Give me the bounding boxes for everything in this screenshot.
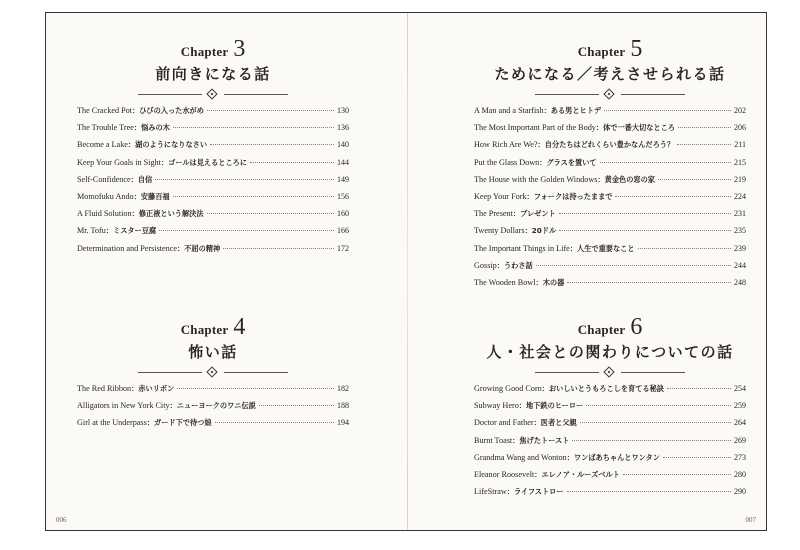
entry-page-number: 166 bbox=[337, 226, 349, 236]
entry-page-number: 254 bbox=[734, 384, 746, 393]
entry-separator: ： bbox=[177, 243, 185, 253]
dot-leader bbox=[638, 248, 731, 249]
entry-page-number: 182 bbox=[337, 384, 349, 393]
toc-list bbox=[77, 106, 349, 261]
entry-page-number: 160 bbox=[337, 209, 349, 219]
divider-ornament bbox=[138, 367, 288, 379]
entry-separator: ： bbox=[133, 123, 142, 133]
entry-page-number: 280 bbox=[734, 469, 746, 479]
toc-entry bbox=[474, 261, 746, 278]
entry-separator: ： bbox=[535, 277, 543, 287]
entry-page-number: 149 bbox=[337, 174, 349, 184]
entry-separator: ： bbox=[569, 243, 578, 253]
entry-page-number: 248 bbox=[734, 277, 746, 287]
toc-entry bbox=[474, 436, 746, 453]
toc-entry bbox=[474, 487, 746, 504]
chapter-heading bbox=[77, 315, 349, 339]
dot-leader bbox=[223, 248, 334, 249]
dot-leader bbox=[207, 213, 334, 214]
toc-entry bbox=[474, 158, 746, 175]
dot-leader bbox=[559, 213, 731, 214]
entry-separator: ： bbox=[537, 140, 545, 150]
entry-page-number: 194 bbox=[337, 418, 349, 428]
diamond-ornament-icon bbox=[206, 366, 217, 377]
dot-leader bbox=[215, 422, 334, 423]
dot-leader bbox=[678, 127, 731, 128]
entry-page-number: 290 bbox=[734, 487, 746, 497]
entry-page-number: 172 bbox=[337, 243, 349, 253]
toc-entry bbox=[474, 123, 746, 140]
entry-english-title: Gossip bbox=[474, 260, 497, 270]
dot-leader bbox=[667, 388, 731, 389]
toc-entry bbox=[77, 384, 349, 401]
entry-japanese-title: プレゼント bbox=[520, 209, 556, 219]
toc-entry bbox=[77, 140, 349, 157]
entry-english-title: Grandma Wang and Wonton bbox=[474, 452, 567, 462]
dot-leader bbox=[572, 440, 731, 441]
entry-japanese-title: ある男とヒトデ bbox=[550, 106, 602, 115]
entry-page-number: 206 bbox=[734, 123, 746, 133]
chapter-title: ためになる／考えさせられる話 bbox=[494, 65, 726, 83]
entry-separator: ： bbox=[597, 174, 605, 184]
entry-separator: ： bbox=[133, 191, 141, 201]
entry-page-number: 244 bbox=[734, 260, 746, 270]
entry-page-number: 264 bbox=[734, 418, 746, 428]
dot-leader bbox=[259, 405, 334, 406]
toc-entry bbox=[474, 106, 746, 123]
entry-page-number: 219 bbox=[734, 174, 746, 184]
dot-leader bbox=[559, 230, 731, 231]
entry-english-title: Burnt Toast bbox=[474, 435, 513, 445]
toc-list bbox=[474, 384, 746, 504]
toc-entry bbox=[77, 106, 349, 123]
entry-japanese-title: 不屈の精神 bbox=[184, 243, 221, 253]
toc-entry bbox=[474, 244, 746, 261]
page-number-right: 007 bbox=[745, 516, 756, 524]
toc-entry bbox=[77, 401, 349, 418]
dot-leader bbox=[173, 196, 334, 197]
entry-page-number: 269 bbox=[734, 435, 746, 445]
toc-entry bbox=[474, 453, 746, 470]
entry-english-title: Mr. Tofu bbox=[77, 226, 106, 236]
toc-list bbox=[474, 106, 746, 295]
diamond-ornament-icon bbox=[206, 88, 217, 99]
entry-separator: ： bbox=[512, 209, 521, 219]
entry-english-title: A Fluid Solution bbox=[77, 209, 132, 219]
entry-separator: ： bbox=[539, 157, 547, 167]
divider-ornament bbox=[535, 89, 685, 101]
entry-page-number: 130 bbox=[337, 106, 349, 115]
toc-entry bbox=[474, 192, 746, 209]
chapter-5-section bbox=[474, 37, 746, 295]
entry-separator: ： bbox=[534, 469, 542, 479]
toc-entry bbox=[77, 158, 349, 175]
entry-page-number: 202 bbox=[734, 106, 746, 115]
entry-separator: ： bbox=[105, 226, 114, 236]
entry-japanese-title: 安藤百福 bbox=[140, 191, 170, 201]
toc-entry bbox=[474, 470, 746, 487]
entry-japanese-title: 医者と父親 bbox=[540, 418, 577, 428]
dot-leader bbox=[207, 110, 334, 111]
chapter-word: Chapter bbox=[180, 322, 229, 337]
dot-leader bbox=[159, 230, 334, 231]
chapter-title: 怖い話 bbox=[188, 343, 238, 361]
toc-entry bbox=[77, 175, 349, 192]
dot-leader bbox=[536, 265, 731, 266]
entry-english-title: The Wooden Bowl bbox=[474, 277, 536, 287]
toc-entry bbox=[474, 140, 746, 157]
dot-leader bbox=[615, 196, 731, 197]
toc-entry bbox=[474, 278, 746, 295]
entry-japanese-title: 悩みの木 bbox=[141, 123, 170, 133]
entry-english-title: Become a Lake bbox=[77, 140, 128, 150]
entry-english-title: Determination and Persistence bbox=[77, 243, 178, 253]
toc-entry bbox=[77, 192, 349, 209]
dot-leader bbox=[663, 457, 731, 458]
dot-leader bbox=[177, 388, 334, 389]
book-spread bbox=[45, 12, 767, 531]
divider-ornament bbox=[138, 89, 288, 101]
entry-english-title: The Most Important Part of the Body bbox=[474, 123, 596, 133]
entry-page-number: 235 bbox=[734, 226, 746, 236]
toc-entry bbox=[474, 226, 746, 243]
entry-separator: ： bbox=[132, 106, 140, 115]
entry-english-title: Keep Your Goals in Sight bbox=[77, 157, 161, 167]
entry-separator: ： bbox=[130, 174, 138, 184]
dot-leader bbox=[155, 179, 334, 180]
toc-entry bbox=[77, 226, 349, 243]
entry-english-title: The Important Things in Life bbox=[474, 243, 570, 253]
diamond-ornament-icon bbox=[603, 88, 614, 99]
toc-list bbox=[77, 384, 349, 436]
dot-leader bbox=[677, 144, 731, 145]
entry-english-title: Twenty Dollars bbox=[474, 226, 525, 236]
chapter-4-section bbox=[77, 315, 349, 436]
entry-japanese-title: ガード下で待つ娘 bbox=[154, 418, 212, 428]
entry-separator: ： bbox=[146, 418, 155, 428]
page-number-left: 006 bbox=[56, 516, 67, 524]
chapter-3-section bbox=[77, 37, 349, 261]
entry-english-title: Subway Hero bbox=[474, 401, 519, 411]
entry-separator: ： bbox=[541, 384, 549, 393]
entry-japanese-title: 湖のようになりなさい bbox=[135, 140, 208, 150]
entry-separator: ： bbox=[595, 123, 604, 133]
entry-english-title: Growing Good Corn bbox=[474, 384, 542, 393]
dot-leader bbox=[586, 405, 731, 406]
entry-english-title: Eleanor Roosevelt bbox=[474, 469, 535, 479]
chapter-word: Chapter bbox=[180, 44, 229, 59]
entry-english-title: LifeStraw bbox=[474, 487, 507, 497]
entry-english-title: Girl at the Underpass bbox=[77, 418, 147, 428]
chapter-word: Chapter bbox=[577, 322, 626, 337]
chapter-number: 6 bbox=[630, 314, 643, 340]
dot-leader bbox=[658, 179, 731, 180]
entry-japanese-title: フォークは持ったままで bbox=[533, 191, 613, 201]
entry-english-title: The House with the Golden Windows bbox=[474, 174, 598, 184]
toc-entry bbox=[77, 418, 349, 435]
chapter-number: 3 bbox=[233, 36, 246, 62]
entry-page-number: 215 bbox=[734, 157, 746, 167]
entry-japanese-title: 赤いリボン bbox=[138, 384, 175, 393]
dot-leader bbox=[623, 474, 731, 475]
entry-page-number: 144 bbox=[337, 157, 349, 167]
entry-page-number: 211 bbox=[734, 140, 746, 150]
entry-separator: ： bbox=[518, 401, 526, 411]
entry-japanese-title: 木の器 bbox=[542, 277, 565, 287]
entry-english-title: Alligators in New York City bbox=[77, 401, 170, 411]
entry-page-number: 136 bbox=[337, 123, 349, 133]
entry-page-number: 239 bbox=[734, 243, 746, 253]
entry-separator: ： bbox=[169, 401, 177, 411]
chapter-number: 4 bbox=[233, 314, 246, 340]
entry-japanese-title: 焦げたトースト bbox=[519, 435, 570, 445]
chapter-heading bbox=[474, 37, 746, 61]
entry-english-title: The Present bbox=[474, 209, 513, 219]
chapter-6-section bbox=[474, 315, 746, 504]
entry-separator: ： bbox=[543, 106, 551, 115]
entry-separator: ： bbox=[131, 384, 139, 393]
entry-japanese-title: ワンばあちゃんとワンタン bbox=[573, 452, 660, 462]
toc-entry bbox=[474, 418, 746, 435]
entry-japanese-title: 黄金色の窓の家 bbox=[604, 174, 655, 184]
entry-english-title: Put the Glass Down bbox=[474, 157, 540, 167]
entry-english-title: Momofuku Ando bbox=[77, 191, 134, 201]
entry-english-title: How Rich Are We? bbox=[474, 140, 538, 150]
dot-leader bbox=[580, 422, 731, 423]
entry-japanese-title: 20ドル bbox=[531, 226, 557, 236]
entry-page-number: 231 bbox=[734, 209, 746, 219]
entry-japanese-title: エレノア・ルーズベルト bbox=[541, 469, 620, 479]
entry-japanese-title: 体で一番大切なところ bbox=[603, 123, 675, 133]
toc-entry bbox=[474, 209, 746, 226]
entry-japanese-title: ゴールは見えるところに bbox=[168, 157, 248, 167]
entry-separator: ： bbox=[160, 157, 169, 167]
entry-page-number: 188 bbox=[337, 401, 349, 411]
divider-ornament bbox=[535, 367, 685, 379]
dot-leader bbox=[600, 162, 731, 163]
dot-leader bbox=[210, 144, 334, 145]
dot-leader bbox=[567, 282, 731, 283]
toc-entry bbox=[474, 384, 746, 401]
toc-entry bbox=[77, 123, 349, 140]
entry-separator: ： bbox=[127, 140, 136, 150]
entry-separator: ： bbox=[566, 452, 574, 462]
entry-japanese-title: 自分たちはどれくらい豊かなんだろう？ bbox=[544, 140, 675, 150]
entry-japanese-title: 自信 bbox=[137, 174, 153, 184]
entry-japanese-title: ライフストロー bbox=[513, 487, 564, 497]
entry-separator: ： bbox=[512, 435, 520, 445]
dot-leader bbox=[173, 127, 334, 128]
chapter-number: 5 bbox=[630, 36, 643, 62]
entry-japanese-title: 修正液という解決法 bbox=[138, 209, 204, 219]
entry-page-number: 224 bbox=[734, 191, 746, 201]
entry-japanese-title: おいしいとうもろこしを育てる秘訣 bbox=[548, 384, 664, 393]
dot-leader bbox=[567, 491, 731, 492]
entry-english-title: Doctor and Father bbox=[474, 418, 534, 428]
gutter-divider bbox=[407, 13, 408, 530]
entry-separator: ： bbox=[524, 226, 532, 236]
chapter-word: Chapter bbox=[577, 44, 626, 59]
entry-page-number: 156 bbox=[337, 191, 349, 201]
entry-page-number: 140 bbox=[337, 140, 349, 150]
entry-english-title: Self-Confidence bbox=[77, 174, 131, 184]
entry-japanese-title: 人生で重要なこと bbox=[577, 243, 635, 253]
entry-japanese-title: ニューヨークのワニ伝説 bbox=[176, 401, 256, 411]
entry-separator: ： bbox=[533, 418, 541, 428]
entry-separator: ： bbox=[131, 209, 139, 219]
toc-entry bbox=[474, 175, 746, 192]
entry-english-title: Keep Your Fork bbox=[474, 191, 527, 201]
entry-japanese-title: 地下鉄のヒーロー bbox=[526, 401, 584, 411]
chapter-title: 前向きになる話 bbox=[155, 65, 271, 83]
chapter-title: 人・社会との関わりについての話 bbox=[486, 343, 734, 361]
entry-separator: ： bbox=[506, 487, 514, 497]
entry-japanese-title: ミスター豆腐 bbox=[113, 226, 157, 236]
entry-english-title: A Man and a Starfish bbox=[474, 106, 544, 115]
dot-leader bbox=[250, 162, 334, 163]
dot-leader bbox=[604, 110, 731, 111]
diamond-ornament-icon bbox=[603, 366, 614, 377]
toc-entry bbox=[474, 401, 746, 418]
entry-separator: ： bbox=[526, 191, 534, 201]
entry-page-number: 273 bbox=[734, 452, 746, 462]
entry-japanese-title: ひびの入った水がめ bbox=[139, 106, 204, 115]
toc-entry bbox=[77, 209, 349, 226]
entry-page-number: 259 bbox=[734, 401, 746, 411]
entry-japanese-title: うわさ話 bbox=[503, 260, 533, 270]
entry-english-title: The Cracked Pot bbox=[77, 106, 133, 115]
chapter-heading bbox=[77, 37, 349, 61]
entry-english-title: The Red Ribbon bbox=[77, 384, 132, 393]
entry-separator: ： bbox=[496, 260, 504, 270]
chapter-heading bbox=[474, 315, 746, 339]
entry-english-title: The Trouble Tree bbox=[77, 123, 134, 133]
entry-japanese-title: グラスを置いて bbox=[546, 157, 597, 167]
toc-entry bbox=[77, 244, 349, 261]
